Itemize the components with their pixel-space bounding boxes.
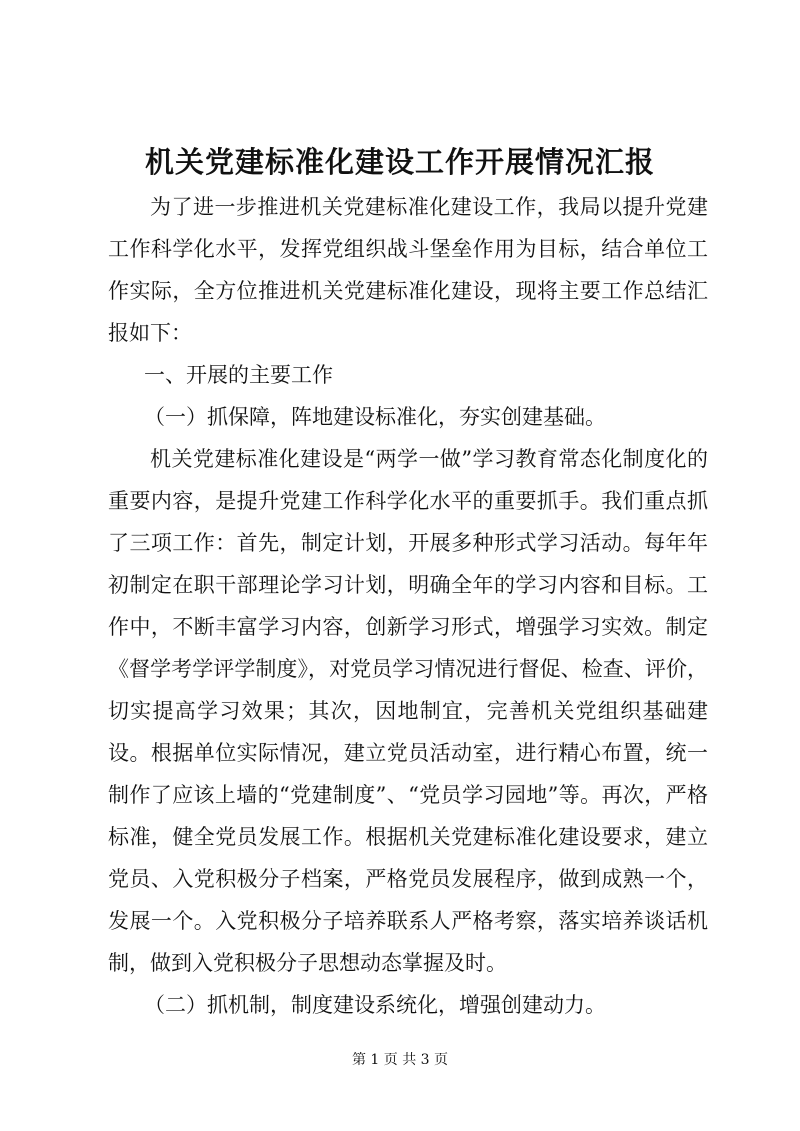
page-number-footer: 第 1 页 共 3 页 [351,1052,449,1068]
document-title: 机关党建标准化建设工作开展情况汇报 [144,145,655,179]
subsection-heading-2: （二）抓机制，制度建设系统化，增强创建动力。 [144,993,606,1017]
section-heading: 一、开展的主要工作 [144,363,333,387]
subsection-heading-1: （一）抓保障，阵地建设标准化，夯实创建基础。 [144,405,606,429]
body-paragraph: 机关党建标准化建设是“两学一做”学习教育常态化制度化的重要内容，是提升党建工作科学化水平的重要抓手。我们重点抓了三项工作：首先，制定计划，开展多种形式学习活动。每年年初制定在职干部理论学习计划，明确全年的学习内容和目标。工作中，不断丰富学习内容，创新学习形式，增强学习实效。制定《督学考学评学制度》，对党员学习情况进行督促、检查、评价，切实提高学习效果；其次，因地制宜，完善机关党组织基础建设。根据单位实际情况，建立党员活动室，进行精心布置，统一制作了应该上墙的“党建制度”、“党员学习园地”等。再次，严格标准，健全党员发展工作。根据机关党建标准化建设要求，建立党员、入党积极分子档案，严格党员发展程序，做到成熟一个，发展一个。入党积极分子培养联系人严格考察，落实培养谈话机制，做到入党积极分子思想动态掌握及时。 [108,447,708,975]
document-body [108,186,708,1026]
intro-paragraph: 为了进一步推进机关党建标准化建设工作，我局以提升党建工作科学化水平，发挥党组织战斗堡垒作用为目标，结合单位工作实际，全方位推进机关党建标准化建设，现将主要工作总结汇报如下： [108,195,708,345]
